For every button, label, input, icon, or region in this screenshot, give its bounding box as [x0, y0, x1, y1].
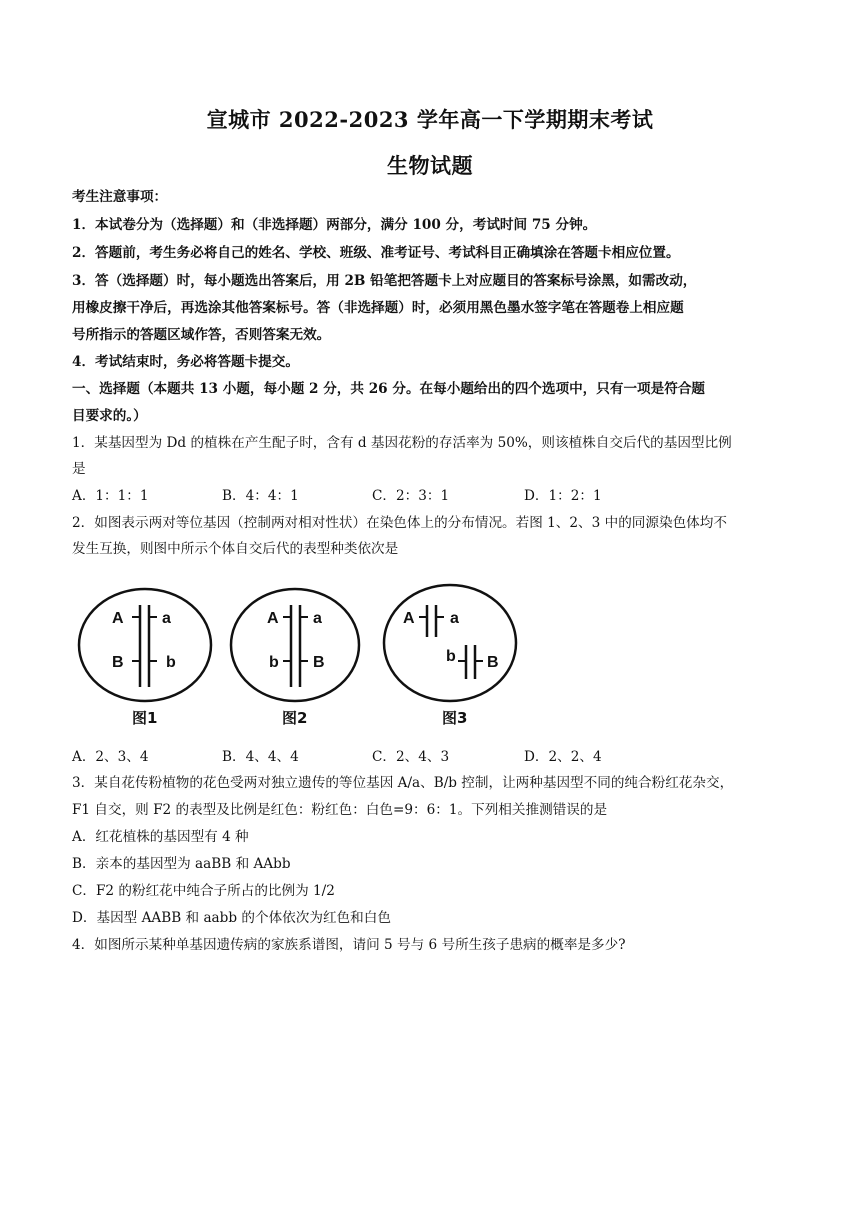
- question-4-stem: 4．如图所示某种单基因遗传病的家族系谱图，请问 5 号与 6 号所生孩子患病的概率是多少?: [72, 937, 626, 953]
- notice-heading: 考生注意事项：: [72, 189, 168, 205]
- question-3-stem-line1: 3．某自花传粉植物的花色受两对独立遗传的等位基因 A/a、B/b 控制，让两种基因型不同的纯合粉红花杂交，: [72, 775, 734, 791]
- question-1-stem-line1: 1．某基因型为 Dd 的植株在产生配子时，含有 d 基因花粉的存活率为 50%，则该植株自交后代的基因型比例: [72, 435, 732, 451]
- cell-outline-1: [79, 589, 211, 701]
- figure-caption-2: 图2: [282, 709, 308, 727]
- gene-label-3-a-lower: a: [450, 610, 459, 627]
- question-1-option-a: A．1：1：1: [72, 488, 149, 504]
- cell-outline-3: [384, 585, 516, 701]
- gene-label-3-b-upper: B: [487, 654, 499, 671]
- question-1-option-b: B．4：4：1: [222, 488, 299, 504]
- gene-label-2-a-lower: a: [313, 610, 322, 627]
- notice-item-3a: 3．答（选择题）时，每小题选出答案后，用 2B 铅笔把答题卡上对应题目的答案标号涂黑，如需改动，: [72, 273, 697, 289]
- cell-figure-3: [384, 585, 516, 727]
- cell-outline-2: [231, 589, 359, 701]
- gene-label-2-b-lower: b: [269, 654, 279, 671]
- section-heading-line2: 目要求的。）: [72, 408, 147, 424]
- question-1-option-c: C．2：3：1: [372, 488, 450, 504]
- question-2-option-d: D．2、2、4: [524, 749, 602, 765]
- cell-figure-1: [79, 589, 211, 727]
- figure-caption-1: 图1: [132, 709, 158, 727]
- notice-item-1: 1．本试卷分为（选择题）和（非选择题）两部分，满分 100 分，考试时间 75 分钟。: [72, 217, 597, 233]
- gene-label-1-b-upper: B: [112, 654, 124, 671]
- gene-label-1-a-upper: A: [112, 610, 124, 627]
- exam-title: 宣城市 2022-2023 学年高一下学期期末考试: [206, 107, 654, 132]
- gene-label-3-a-upper: A: [403, 610, 415, 627]
- question-3-stem-line2: F1 自交，则 F2 的表型及比例是红色：粉红色：白色=9：6：1。下列相关推测错误的是: [72, 802, 608, 818]
- notice-item-2: 2．答题前，考生务必将自己的姓名、学校、班级、准考证号、考试科目正确填涂在答题卡相应位置。: [72, 245, 680, 261]
- question-3-option-b: B．亲本的基因型为 aaBB 和 AAbb: [72, 856, 291, 872]
- question-3-option-a: A．红花植株的基因型有 4 种: [72, 829, 249, 845]
- notice-item-4: 4．考试结束时，务必将答题卡提交。: [72, 354, 299, 370]
- cell-figure-2: [231, 589, 359, 727]
- question-2-option-a: A．2、3、4: [72, 749, 149, 765]
- gene-label-2-a-upper: A: [267, 610, 279, 627]
- notice-item-3c: 号所指示的答题区域作答，否则答案无效。: [72, 327, 331, 343]
- chromosome-figure: [70, 575, 540, 735]
- gene-label-2-b-upper: B: [313, 654, 325, 671]
- question-2-stem-line2: 发生互换，则图中所示个体自交后代的表型种类依次是: [72, 541, 399, 557]
- notice-item-3b: 用橡皮擦干净后，再选涂其他答案标号。答（非选择题）时，必须用黑色墨水签字笔在答题卷上相应题: [72, 300, 684, 316]
- question-2-stem-line1: 2．如图表示两对等位基因（控制两对相对性状）在染色体上的分布情况。若图 1、2、3 中的同源染色体均不: [72, 515, 727, 531]
- gene-label-3-b-lower: b: [446, 648, 456, 665]
- figure-caption-3: 图3: [442, 709, 468, 727]
- question-3-option-d: D．基因型 AABB 和 aabb 的个体依次为红色和白色: [72, 910, 391, 926]
- gene-label-1-a-lower: a: [162, 610, 171, 627]
- question-2-option-b: B．4、4、4: [222, 749, 299, 765]
- question-3-option-c: C．F2 的粉红花中纯合子所占的比例为 1/2: [72, 883, 335, 899]
- exam-subtitle: 生物试题: [387, 153, 473, 178]
- question-1-option-d: D．1：2：1: [524, 488, 602, 504]
- gene-label-1-b-lower: b: [166, 654, 176, 671]
- question-2-option-c: C．2、4、3: [372, 749, 450, 765]
- section-heading-line1: 一、选择题（本题共 13 小题，每小题 2 分，共 26 分。在每小题给出的四个选项中，只有一项是符合题: [72, 381, 706, 397]
- question-1-stem-line2: 是: [72, 461, 86, 477]
